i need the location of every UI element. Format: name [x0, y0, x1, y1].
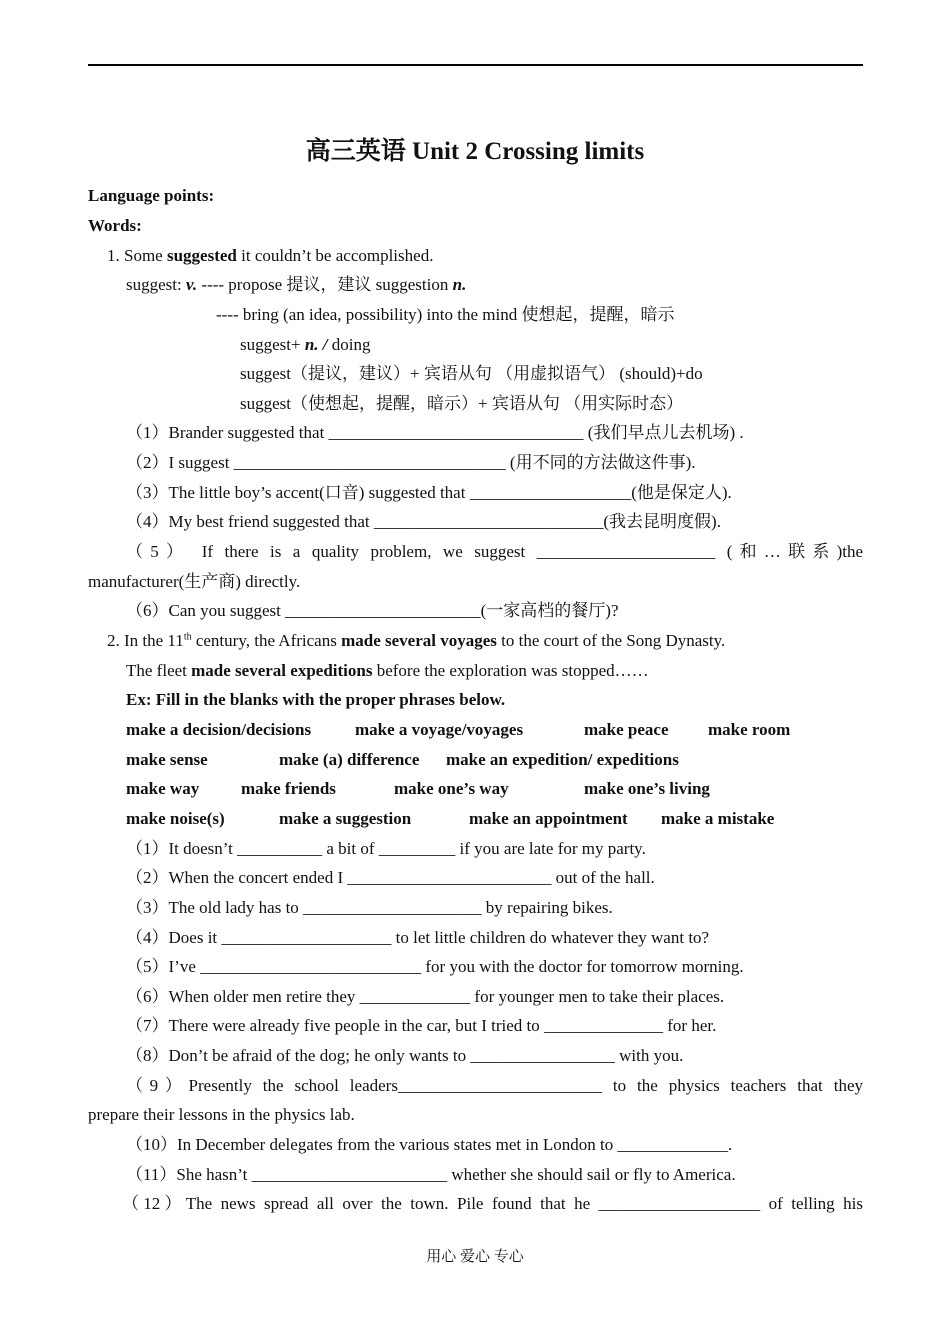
- item1-exercise-2: （2）I suggest ________________________________ (用不同的方法做这件事).: [126, 453, 696, 472]
- item1-def1: suggest: v. ---- propose 提议，建议 suggestion n.: [126, 275, 467, 294]
- blank-exercise: （11）She hasn’t _______________________ whether she should sail or fly to America.: [126, 1165, 736, 1184]
- phrase: make sense: [126, 750, 208, 769]
- item1-exercise-6: （6）Can you suggest _______________________(一家高档的餐厅)?: [126, 601, 619, 620]
- item2-sentence-1: 2. In the 11th century, the Africans made several voyages to the court of the Song Dynasty.: [107, 631, 726, 650]
- item1-exercise-1: （1）Brander suggested that ______________________________ (我们早点儿去机场) .: [126, 423, 744, 442]
- phrase: make one’s way: [394, 779, 509, 798]
- item1-exercise-3: （3）The little boy’s accent(口音) suggested that ___________________(他是保定人).: [126, 483, 732, 502]
- page-footer: 用心 爱心 专心: [426, 1249, 524, 1265]
- phrase: make an appointment: [469, 809, 628, 828]
- item1-sentence: 1. Some suggested it couldn’t be accomplished.: [107, 246, 434, 265]
- phrase: make room: [708, 720, 791, 739]
- blank-exercise: （12）The news spread all over the town. Pile found that he ___________________ of telling his: [122, 1194, 863, 1213]
- exercise-heading: Ex: Fill in the blanks with the proper phrases below.: [126, 690, 506, 709]
- blank-exercise: （6）When older men retire they _____________ for younger men to take their places.: [126, 987, 725, 1006]
- item1-exercise-4: （4）My best friend suggested that ___________________________(我去昆明度假).: [126, 512, 721, 531]
- blank-exercise: （9）Presently the school leaders________________________ to the physics teachers that they: [126, 1076, 863, 1095]
- blank-exercise-cont: prepare their lessons in the physics lab.: [88, 1105, 355, 1124]
- phrase: make a mistake: [661, 809, 775, 828]
- phrase: make (a) difference: [279, 750, 420, 769]
- blank-exercise: （3）The old lady has to _____________________ by repairing bikes.: [126, 898, 613, 917]
- phrase: make noise(s): [126, 809, 225, 828]
- blank-exercise: （10）In December delegates from the various states met in London to _____________.: [126, 1135, 733, 1154]
- heading-language-points: Language points:: [88, 186, 215, 205]
- blank-exercise: （8）Don’t be afraid of the dog; he only wants to _________________ with you.: [126, 1046, 684, 1065]
- phrase: make a suggestion: [279, 809, 412, 828]
- page-title: 高三英语 Unit 2 Crossing limits: [305, 138, 645, 165]
- item1-def2: ---- bring (an idea, possibility) into the mind 使想起，提醒，暗示: [216, 305, 675, 324]
- phrase: make a decision/decisions: [126, 720, 312, 739]
- phrase: make one’s living: [584, 779, 710, 798]
- header-rule: [88, 64, 863, 66]
- blank-exercise: （5）I’ve __________________________ for you with the doctor for tomorrow morning.: [126, 957, 744, 976]
- blank-exercise: （1）It doesn’t __________ a bit of _________ if you are late for my party.: [126, 839, 646, 858]
- heading-words: Words:: [88, 216, 142, 235]
- item1-usage2: suggest（提议，建议）+ 宾语从句 （用虚拟语气） (should)+do: [240, 364, 703, 383]
- phrase: make peace: [584, 720, 669, 739]
- blank-exercise: （2）When the concert ended I ________________________ out of the hall.: [126, 868, 655, 887]
- item1-usage1: suggest+ n. / doing: [240, 335, 371, 354]
- phrase: make way: [126, 779, 200, 798]
- phrase: make friends: [241, 779, 336, 798]
- blank-exercise: （7）There were already five people in the car, but I tried to ______________ for her.: [126, 1016, 717, 1035]
- phrase: make an expedition/ expeditions: [446, 750, 679, 769]
- item1-usage3: suggest（使想起，提醒，暗示）+ 宾语从句 （用实际时态）: [240, 394, 684, 413]
- phrase: make a voyage/voyages: [355, 720, 524, 739]
- blank-exercise: （4）Does it ____________________ to let little children do whatever they want to?: [126, 928, 710, 947]
- item1-exercise-5: （5） If there is a quality problem, we suggest _____________________ (和…联系)the: [126, 542, 863, 561]
- item2-sentence-2: The fleet made several expeditions before the exploration was stopped……: [126, 661, 649, 680]
- item1-exercise-5-cont: manufacturer(生产商) directly.: [88, 572, 301, 591]
